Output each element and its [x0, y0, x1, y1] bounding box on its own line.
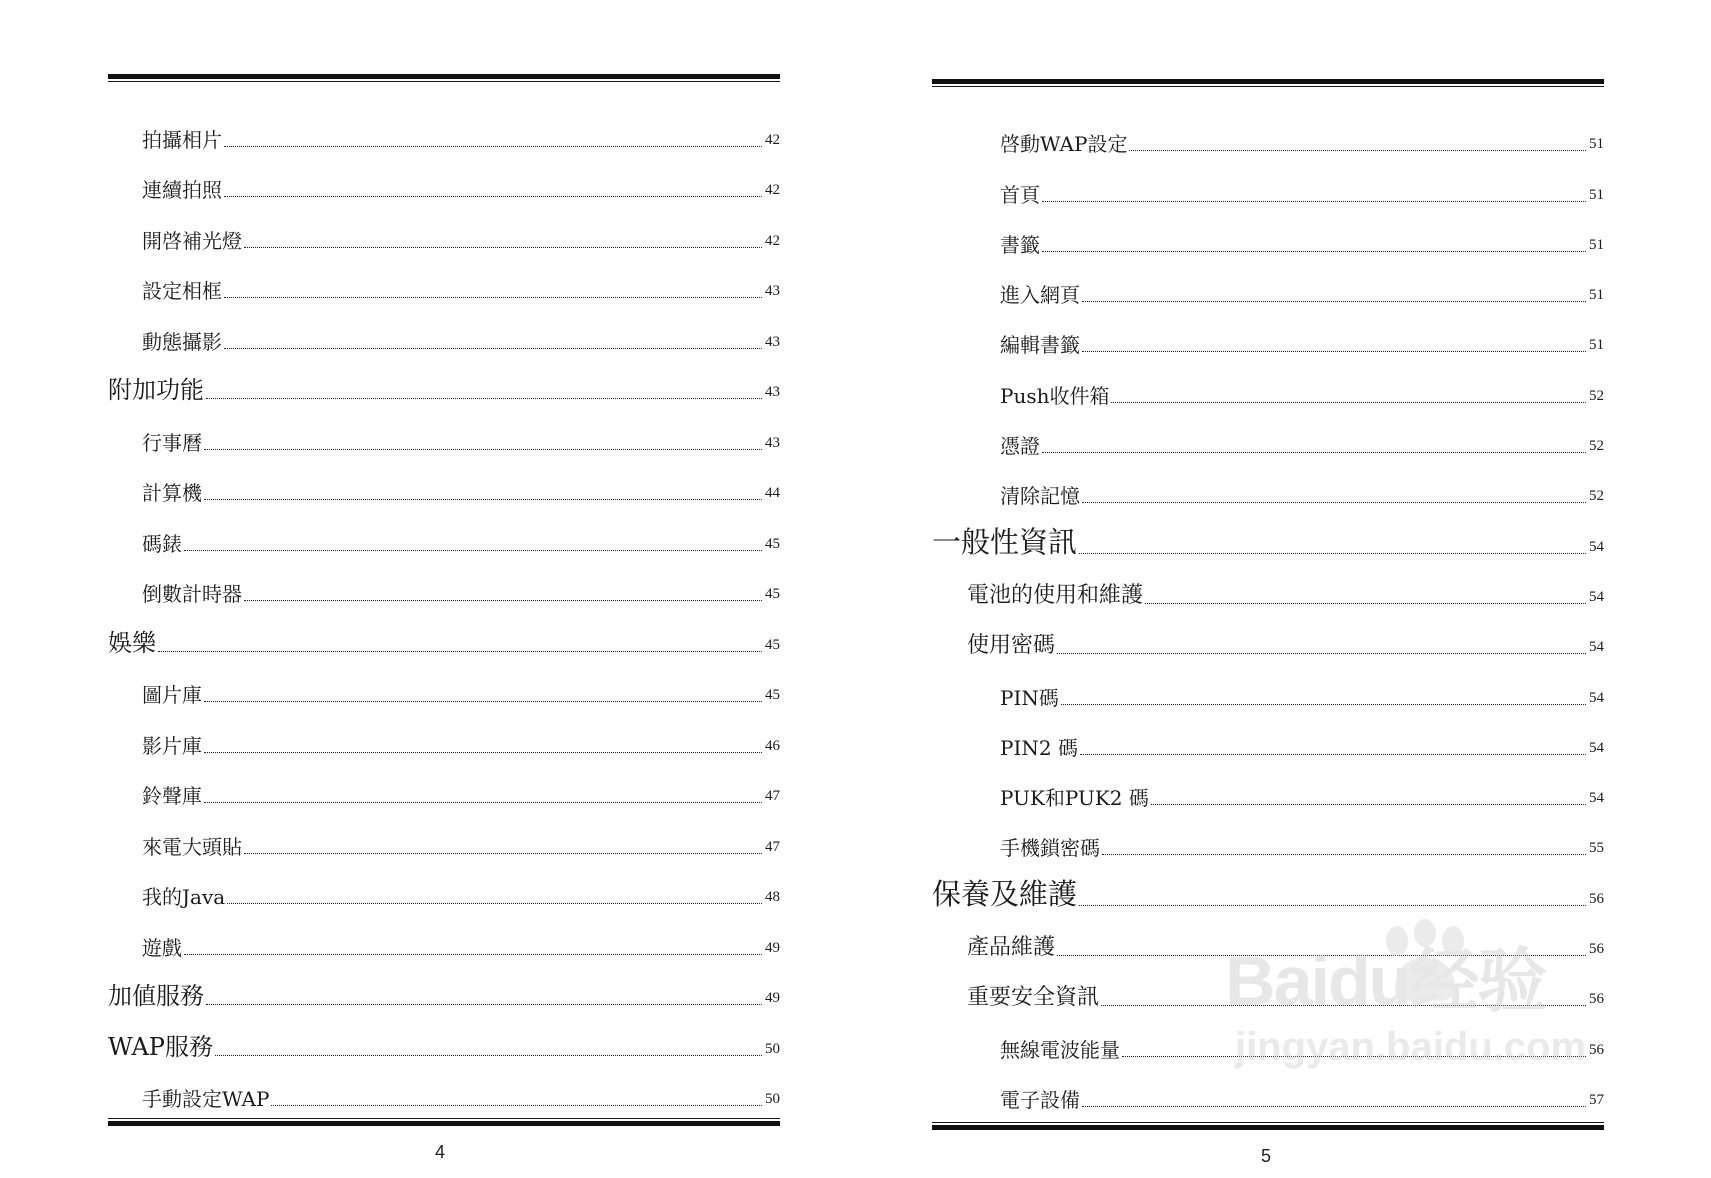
- toc-entry: [932, 307, 1604, 357]
- dot-leader: [1082, 502, 1586, 503]
- toc-entry: [932, 257, 1604, 307]
- toc-entry-page: 54: [1589, 790, 1604, 807]
- toc-entry-page: 43: [765, 333, 780, 350]
- toc-entry-page: 56: [1589, 991, 1604, 1008]
- dot-leader: [1057, 653, 1586, 654]
- dot-leader: [224, 297, 762, 298]
- dot-leader: [244, 600, 762, 601]
- dot-leader: [1102, 854, 1586, 855]
- toc-entry-page: 47: [765, 838, 780, 855]
- toc-entry: [108, 202, 780, 253]
- toc-entry-title: 清除記憶: [1000, 484, 1080, 509]
- toc-entry-title: 碼錶: [142, 531, 182, 556]
- toc-entry: [108, 1010, 780, 1061]
- toc-entry: [108, 455, 780, 506]
- toc-entry-page: 43: [765, 434, 780, 451]
- toc-entry-title: PIN2 碼: [1000, 735, 1078, 760]
- dot-leader: [1145, 603, 1586, 604]
- dot-leader: [224, 196, 762, 197]
- toc-entry-title: 設定相框: [142, 279, 222, 303]
- toc-entry-page: 42: [765, 131, 780, 148]
- dot-leader: [1057, 955, 1586, 956]
- toc-entry-title: 手機鎖密碼: [1000, 836, 1100, 861]
- toc-entry-title: 電池的使用和維護: [967, 582, 1144, 608]
- toc-entry-title: 來電大頭貼: [142, 834, 242, 859]
- toc-entry-title: 拍攝相片: [142, 127, 222, 152]
- toc-entry-page: 45: [765, 586, 780, 602]
- table-of-contents-right: [932, 106, 1604, 1112]
- toc-entry: [108, 657, 780, 708]
- toc-entry-page: 45: [765, 535, 780, 552]
- dot-leader: [1042, 201, 1586, 202]
- toc-entry-title: 行事曆: [142, 430, 202, 455]
- toc-entry-page: 51: [1589, 136, 1604, 153]
- dot-leader: [1082, 1106, 1586, 1107]
- dot-leader: [227, 903, 762, 904]
- toc-entry: [932, 810, 1604, 860]
- dot-leader: [1080, 754, 1586, 755]
- toc-entry: [108, 606, 780, 657]
- toc-entry-page: 48: [765, 889, 780, 905]
- dot-leader: [204, 752, 762, 753]
- toc-entry-title: 產品維護: [967, 935, 1056, 961]
- toc-entry: [932, 408, 1604, 458]
- dot-leader: [206, 1004, 762, 1005]
- toc-entry-title: 連續拍照: [142, 178, 222, 202]
- toc-entry-title: 遊戲: [142, 935, 182, 960]
- toc-entry: [108, 1061, 780, 1112]
- toc-entry-title: 啓動WAP設定: [1000, 132, 1128, 157]
- toc-entry-title: 憑證: [1000, 434, 1040, 459]
- watermark-url: jingyan.baidu.com: [1235, 1025, 1587, 1069]
- toc-entry: [932, 609, 1604, 659]
- toc-entry-page: 54: [1589, 739, 1604, 756]
- toc-entry-title: 動態攝影: [142, 329, 222, 354]
- toc-entry: [108, 253, 780, 304]
- toc-entry-title: 手動設定WAP: [142, 1087, 270, 1111]
- dot-leader: [215, 1055, 762, 1056]
- toc-entry-page: 44: [765, 485, 780, 501]
- dot-leader: [224, 146, 762, 147]
- dot-leader: [271, 1105, 762, 1106]
- toc-entry: [932, 961, 1604, 1011]
- toc-entry-title: Push收件箱: [1000, 383, 1110, 408]
- toc-entry: [932, 710, 1604, 760]
- dot-leader: [224, 348, 762, 349]
- toc-entry: [932, 911, 1604, 961]
- toc-entry: [932, 760, 1604, 810]
- toc-entry-page: 54: [1589, 639, 1604, 656]
- dot-leader: [204, 499, 762, 500]
- toc-entry-page: 54: [1589, 588, 1604, 605]
- toc-entry-page: 45: [765, 687, 780, 703]
- toc-entry: [108, 505, 780, 556]
- toc-entry: [932, 1011, 1604, 1061]
- toc-entry-title: WAP服務: [108, 1032, 213, 1061]
- toc-entry: [932, 659, 1604, 709]
- table-of-contents-left: [108, 101, 780, 1111]
- toc-entry-title: 使用密碼: [967, 633, 1056, 659]
- watermark-logo: Baidu经验: [1225, 942, 1546, 1020]
- dot-leader: [1079, 905, 1586, 906]
- toc-entry-page: 56: [1589, 941, 1604, 958]
- toc-entry-page: 50: [765, 1040, 780, 1057]
- toc-entry: [932, 207, 1604, 257]
- top-rule: [108, 74, 780, 84]
- dot-leader: [1129, 150, 1586, 151]
- toc-entry: [108, 556, 780, 607]
- toc-entry: [932, 559, 1604, 609]
- toc-entry-title: 加値服務: [108, 982, 204, 1010]
- toc-entry-page: 56: [1589, 1041, 1604, 1058]
- toc-entry-title: 開啓補光燈: [142, 228, 242, 253]
- toc-entry-page: 43: [765, 283, 780, 299]
- dot-leader: [204, 701, 762, 702]
- toc-entry-page: 51: [1589, 287, 1604, 304]
- toc-entry-title: 書籤: [1000, 232, 1040, 257]
- dot-leader: [184, 550, 762, 551]
- dot-leader: [1079, 553, 1586, 554]
- dot-leader: [1151, 804, 1586, 805]
- toc-entry: [932, 156, 1604, 206]
- toc-entry: [108, 960, 780, 1011]
- toc-entry: [932, 458, 1604, 508]
- toc-entry-page: 42: [765, 182, 780, 198]
- dot-leader: [1122, 1056, 1586, 1057]
- toc-entry: [108, 303, 780, 354]
- toc-entry-page: 51: [1589, 186, 1604, 203]
- toc-entry-page: 46: [765, 737, 780, 754]
- toc-entry-title: 一般性資訊: [932, 524, 1078, 559]
- toc-entry-title: 保養及維護: [932, 876, 1078, 911]
- toc-entry-page: 43: [765, 384, 780, 400]
- dot-leader: [1082, 301, 1586, 302]
- toc-entry-title: PUK和PUK2 碼: [1000, 786, 1149, 811]
- toc-entry-page: 49: [765, 939, 780, 956]
- dot-leader: [1101, 1005, 1586, 1006]
- dot-leader: [1042, 452, 1586, 453]
- toc-entry-page: 52: [1589, 438, 1604, 455]
- dot-leader: [206, 398, 762, 399]
- dot-leader: [244, 853, 762, 854]
- page-number: 5: [1261, 1146, 1272, 1166]
- toc-entry-title: 無線電波能量: [1000, 1037, 1120, 1062]
- dot-leader: [1042, 251, 1586, 252]
- toc-entry-title: 我的Java: [142, 885, 226, 909]
- toc-entry: [108, 101, 780, 152]
- toc-entry-title: 重要安全資訊: [967, 985, 1100, 1011]
- top-rule: [932, 79, 1604, 89]
- toc-entry-page: 57: [1589, 1091, 1604, 1108]
- toc-entry-title: 進入網頁: [1000, 283, 1080, 308]
- toc-entry-page: 51: [1589, 337, 1604, 354]
- toc-entry: [108, 152, 780, 203]
- toc-entry-page: 56: [1589, 890, 1604, 907]
- toc-entry-title: 首頁: [1000, 182, 1040, 207]
- dot-leader: [158, 651, 762, 652]
- toc-entry: [108, 707, 780, 758]
- toc-entry: [108, 404, 780, 455]
- toc-entry-title: 附加功能: [108, 376, 204, 404]
- right-page: [932, 0, 1604, 1178]
- toc-entry-title: 編輯書籤: [1000, 333, 1080, 358]
- toc-entry: [932, 106, 1604, 156]
- toc-entry-page: 54: [1589, 689, 1604, 706]
- dot-leader: [244, 247, 762, 248]
- toc-entry-page: 42: [765, 232, 780, 249]
- toc-entry-page: 54: [1589, 538, 1604, 555]
- toc-entry-page: 50: [765, 1091, 780, 1107]
- toc-entry-title: 影片庫: [142, 733, 202, 758]
- toc-entry-title: 娛樂: [108, 628, 156, 657]
- toc-entry: [932, 508, 1604, 558]
- toc-entry-page: 51: [1589, 236, 1604, 253]
- toc-entry: [108, 859, 780, 910]
- toc-entry-page: 52: [1589, 488, 1604, 505]
- toc-entry-page: 55: [1589, 840, 1604, 857]
- toc-entry-title: PIN碼: [1000, 685, 1059, 710]
- toc-entry-page: 47: [765, 788, 780, 804]
- dot-leader: [1061, 704, 1586, 705]
- toc-entry-title: 鈴聲庫: [142, 784, 202, 808]
- dot-leader: [204, 802, 762, 803]
- dot-leader: [1111, 402, 1586, 403]
- toc-entry-page: 52: [1589, 387, 1604, 404]
- toc-entry: [932, 1062, 1604, 1112]
- toc-entry-page: 49: [765, 990, 780, 1006]
- dot-leader: [204, 449, 762, 450]
- toc-entry-title: 倒數計時器: [142, 582, 242, 606]
- dot-leader: [184, 954, 762, 955]
- toc-entry-page: 45: [765, 636, 780, 653]
- toc-entry: [108, 909, 780, 960]
- toc-entry: [932, 357, 1604, 407]
- bottom-rule: [108, 1118, 780, 1128]
- toc-entry: [108, 354, 780, 405]
- toc-entry-title: 電子設備: [1000, 1087, 1080, 1112]
- toc-entry: [108, 808, 780, 859]
- bottom-rule: [932, 1122, 1604, 1132]
- dot-leader: [1082, 351, 1586, 352]
- toc-entry-title: 圖片庫: [142, 683, 202, 707]
- toc-entry: [932, 860, 1604, 910]
- toc-entry: [108, 758, 780, 809]
- left-page: [108, 0, 780, 1178]
- page-number: 4: [435, 1142, 446, 1162]
- toc-entry-title: 計算機: [142, 481, 202, 505]
